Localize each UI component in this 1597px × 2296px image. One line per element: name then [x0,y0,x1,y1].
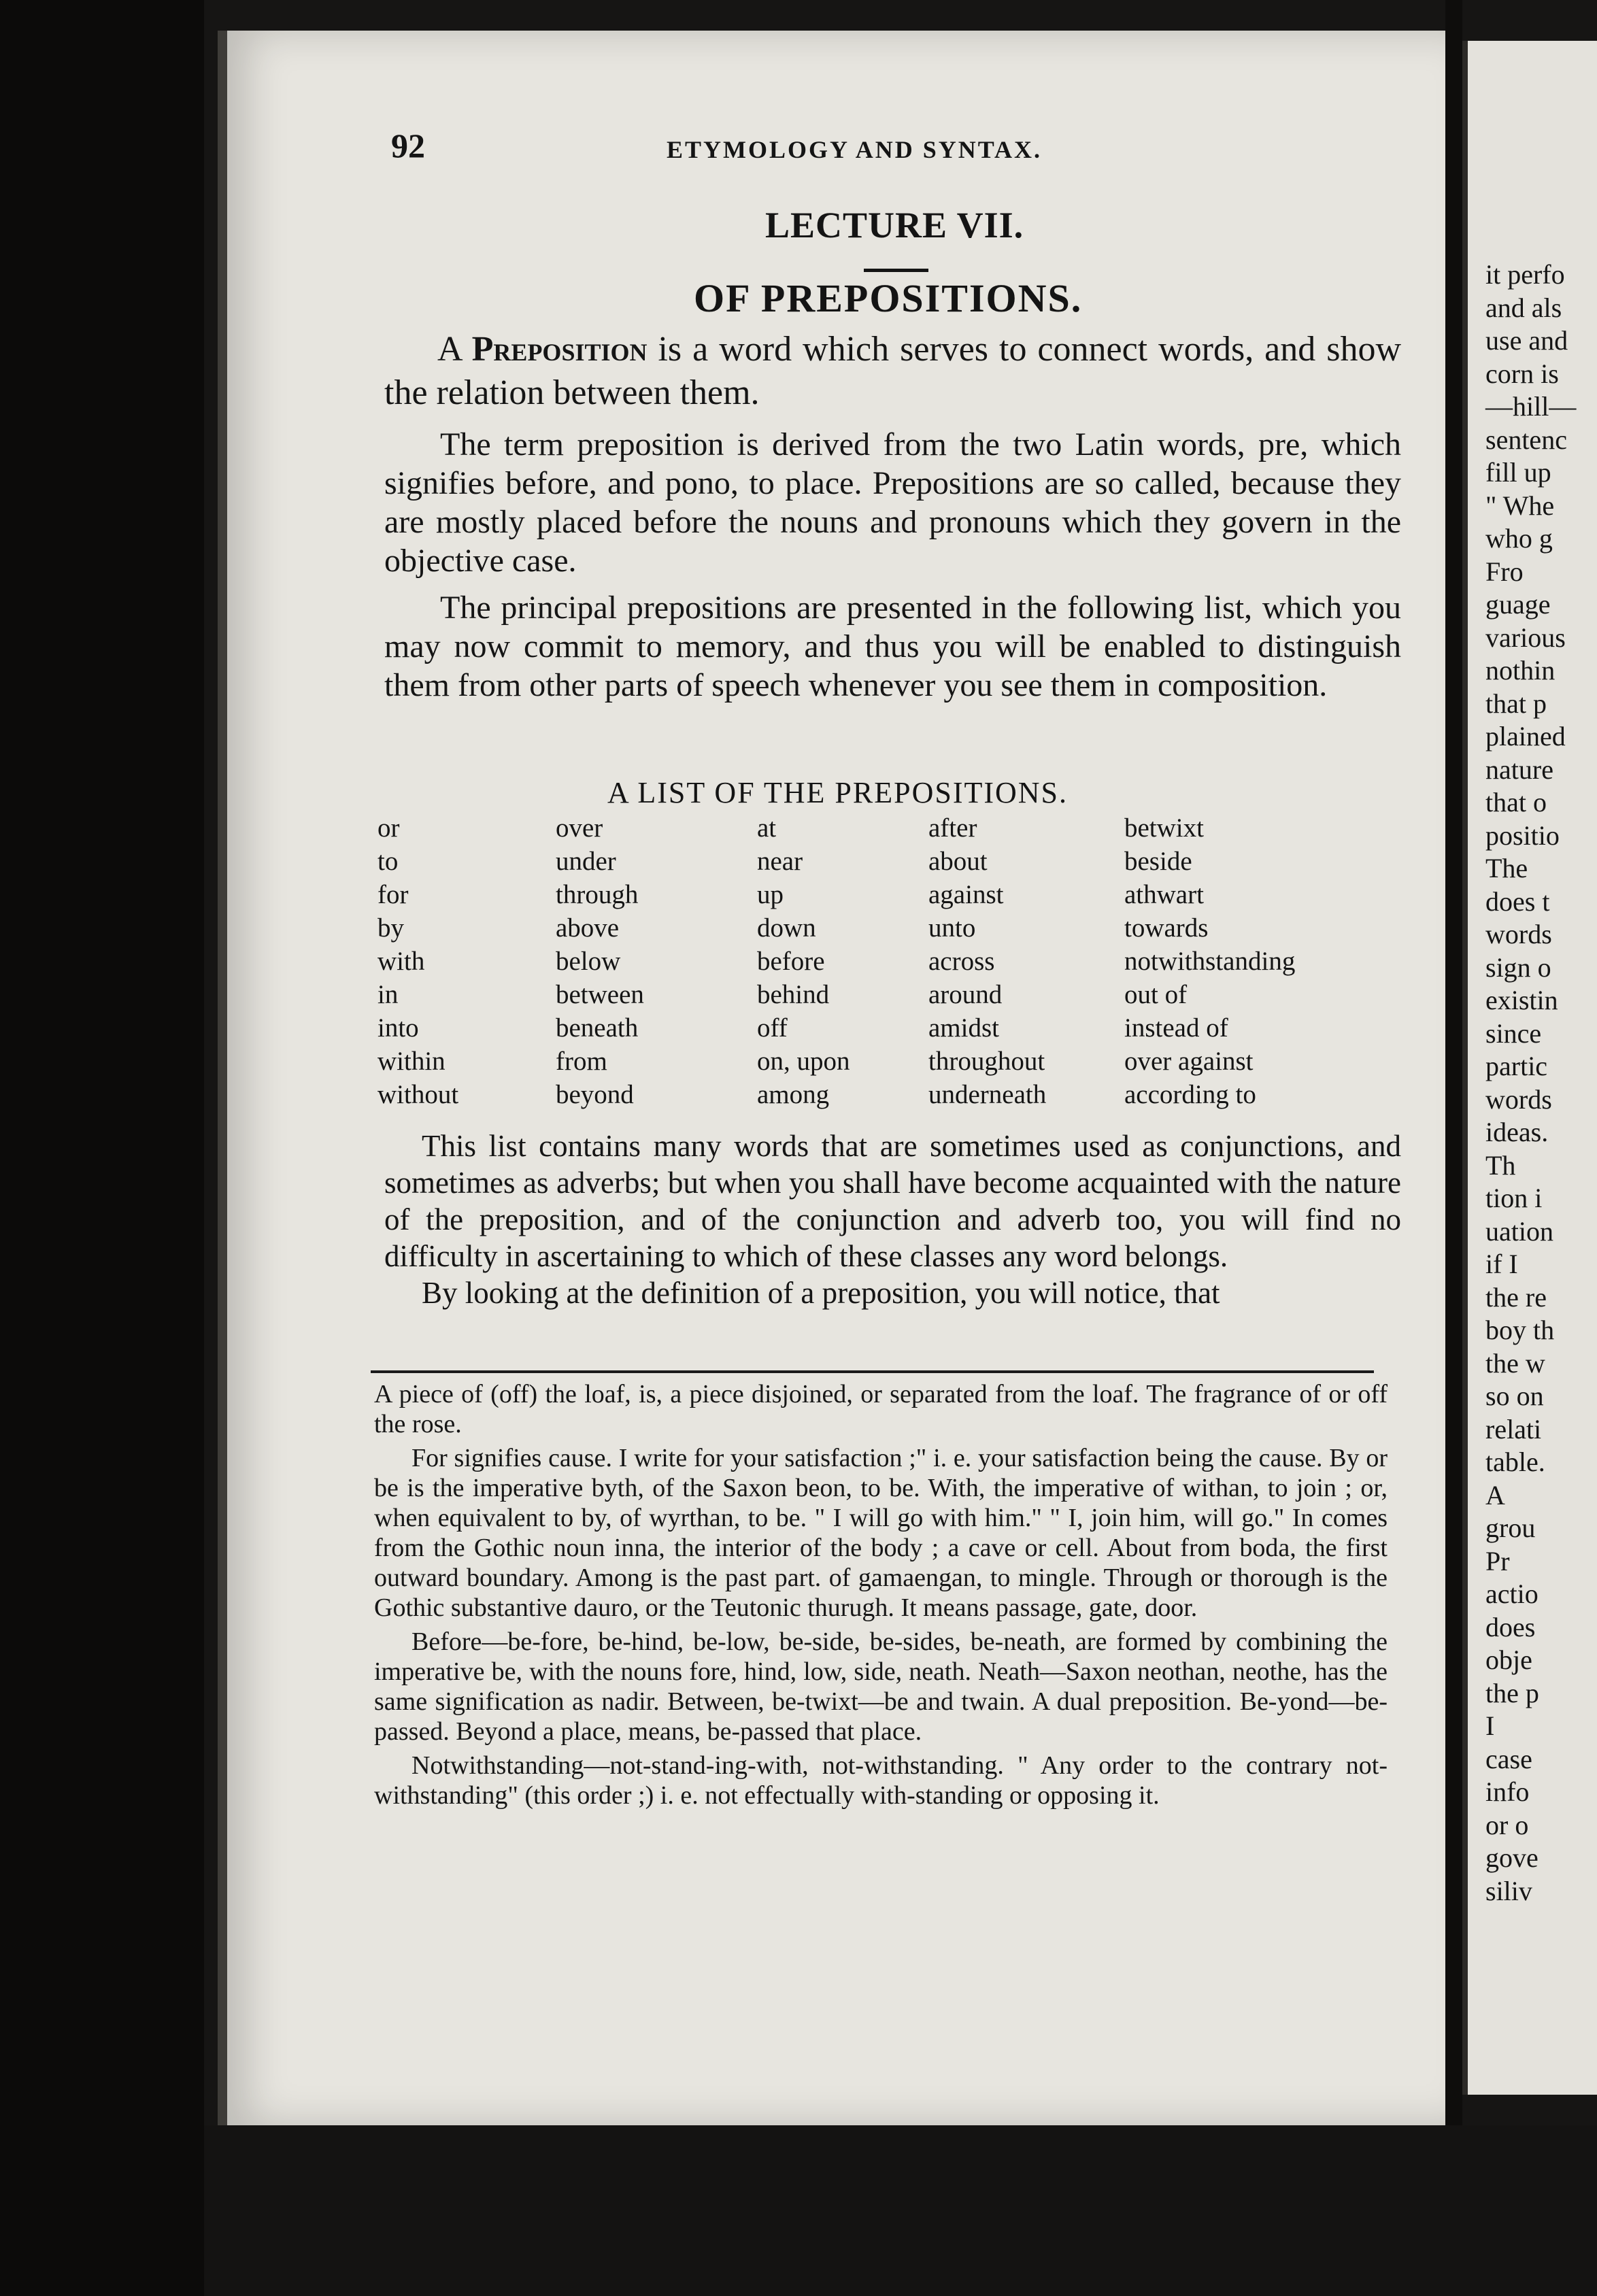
facing-page-line: words [1485,1083,1552,1115]
preposition-item: without [377,1080,459,1109]
paragraph: By looking at the definition of a preposition, you will notice, that [422,1276,1220,1310]
lecture-title: LECTURE VII. [765,205,1024,246]
book-gutter [1445,0,1462,2296]
facing-page-line: Fro [1485,556,1524,587]
facing-page-line: the w [1485,1347,1545,1379]
preposition-item: underneath [928,1080,1047,1109]
page-number: 92 [391,126,425,165]
facing-page-line: various [1485,622,1566,653]
facing-page-line: ideas. [1485,1117,1549,1147]
definition-lead: A [437,330,461,369]
facing-page-line: the p [1485,1677,1539,1708]
preposition-item: between [556,980,644,1009]
intro-paragraphs [384,425,1401,705]
preposition-item: at [757,813,777,843]
facing-page [1462,41,1597,2095]
facing-page-line: that p [1485,688,1547,719]
facing-page-line: who g [1485,523,1553,554]
preposition-item: beyond [556,1080,634,1109]
facing-page-line: the re [1485,1281,1547,1313]
closing-paragraphs [384,1128,1401,1311]
preposition-item: off [757,1013,788,1043]
facing-page-line: if I [1485,1249,1518,1279]
preposition-item: according to [1124,1080,1256,1109]
preposition-item: instead of [1124,1013,1228,1043]
facing-page-line: —hill— [1485,391,1577,422]
facing-page-line: obje [1485,1644,1532,1675]
facing-page-line: existin [1485,985,1558,1015]
preposition-item: towards [1124,913,1209,943]
facing-page-line: I [1485,1710,1495,1741]
preposition-item: beside [1124,847,1192,876]
prepositions-column [1124,811,1295,1111]
preposition-item: notwithstanding [1124,947,1296,976]
facing-page-line: gove [1485,1842,1539,1873]
page-header [391,126,1398,173]
preposition-item: before [757,947,825,976]
facing-page-line: sign o [1485,951,1551,983]
preposition-item: behind [757,980,830,1009]
footnotes [374,1379,1388,1814]
preposition-item: within [377,1047,446,1076]
chapter-title: OF PREPOSITIONS. [694,276,1083,320]
preposition-item: to [377,847,399,876]
preposition-item: over [556,813,603,843]
preposition-item: around [928,980,1003,1009]
title-divider [864,269,928,272]
footnote: For signifies cause. I write for your satisfaction ;" i. e. your satisfaction being the cause. By or be is the imperative byth, of the Saxon beon, to be. With, the imperative of withan, to join ; or, when equivalent to by, of wyrthan, to be. " I will go with him." " I, join him, will go." In comes from the Gothic noun inna, the interior of the body ; a cave or cell. About from boda, the first outward boundary. Among is the past part. of gamaengan, to mingle. Through or thorough is the Gothic substantive dauro, or the Teutonic thurugh. It means passage, gate, door. [374,1444,1388,1622]
facing-page-line: so on [1485,1381,1544,1411]
prepositions-list [377,811,1411,1124]
facing-page-line: boy th [1485,1315,1555,1345]
facing-page-line: Pr [1485,1545,1510,1576]
preposition-item: from [556,1047,607,1076]
paragraph: The principal prepositions are presented in the following list, which you may now commit to memory, and thus you will be enabled to distinguish them from other parts of speech whenever you see them in composition. [384,590,1401,703]
facing-page-line: does [1485,1611,1536,1642]
preposition-item: under [556,847,616,876]
preposition-item: for [377,880,409,909]
footnote: A piece of (off) the loaf, is, a piece disjoined, or separated from the loaf. The fragrance of or off the rose. [374,1380,1388,1438]
preposition-item: near [757,847,803,876]
facing-page-line: corn is [1485,358,1559,389]
facing-page-line: does t [1485,885,1550,917]
preposition-item: over against [1124,1047,1254,1076]
facing-page-line: table. [1485,1447,1545,1477]
definition-paragraph [384,328,1401,415]
facing-page-line: actio [1485,1578,1539,1609]
facing-page-line: The [1485,853,1528,883]
facing-page-line: A [1485,1479,1505,1510]
facing-page-line: plained [1485,721,1566,752]
preposition-item: down [757,913,816,943]
paragraph: The term preposition is derived from the two Latin words, pre, which signifies before, and pono, to place. Prepositions are so called, because they are mostly placed before the nouns and pronouns which they govern in the objective case. [384,426,1401,579]
facing-page-line: use and [1485,325,1568,356]
preposition-item: across [928,947,995,976]
preposition-item: betwixt [1124,813,1204,843]
preposition-item: in [377,980,399,1009]
preposition-item: with [377,947,425,976]
facing-page-line: words [1485,919,1552,949]
facing-page-line: nothin [1485,655,1556,686]
list-title: A LIST OF THE PREPOSITIONS. [607,776,1069,809]
preposition-item: against [928,880,1004,909]
prepositions-column [757,811,850,1111]
facing-page-line: sentenc [1485,424,1567,455]
preposition-item: by [377,913,404,943]
facing-page-line: tion i [1485,1183,1543,1213]
definition-term: Preposition [471,330,648,369]
scan-dark-edge [0,0,204,2296]
preposition-item: beneath [556,1013,639,1043]
footnote: Notwithstanding—not-stand-ing-with, not-withstanding. " Any order to the contrary not-withstanding" (this order ;) i. e. not effectually with-standing or opposing it. [374,1751,1388,1810]
facing-page-line: and als [1485,292,1562,323]
footnote: Before—be-fore, be-hind, be-low, be-side, be-sides, be-neath, are formed by combining the imperative be, with the nouns fore, hind, low, side, neath. Neath—Saxon neothan, neothe, has the same signification as nadir. Between, be-twixt—be and twain. A dual preposition. Be-yond—be-passed. Beyond a place, means, be-passed that place. [374,1627,1388,1746]
facing-page-line: positio [1485,820,1560,851]
facing-page-line: " Whe [1485,490,1555,521]
facing-page-line: info [1485,1776,1530,1807]
facing-page-line: grou [1485,1513,1536,1543]
facing-page-line: since [1485,1017,1542,1049]
paragraph: This list contains many words that are sometimes used as conjunctions, and sometimes as adverbs; but when you shall have become acquainted with the nature of the preposition, and of the conjunction and adverb too, you will find no difficulty in ascertaining to which of these classes any word belongs. [384,1129,1401,1273]
scan-bottom-edge [204,2125,1597,2296]
facing-page-line: partic [1485,1051,1548,1081]
facing-page-line: or o [1485,1809,1529,1840]
preposition-item: athwart [1124,880,1204,909]
preposition-item: above [556,913,620,943]
facing-page-line: Th [1485,1149,1516,1181]
preposition-item: throughout [928,1047,1045,1076]
preposition-item: up [757,880,784,909]
facing-page-line: siliv [1485,1875,1532,1906]
prepositions-column [556,811,644,1111]
preposition-item: or [377,813,400,843]
facing-page-line: uation [1485,1215,1553,1247]
preposition-item: about [928,847,988,876]
definition-rest: is a word which serves to connect words, and show the relation between them. [384,330,1402,412]
facing-page-line: relati [1485,1413,1542,1445]
preposition-item: on, upon [757,1047,850,1076]
preposition-item: through [556,880,639,909]
facing-page-line: that o [1485,787,1547,817]
preposition-item: among [757,1080,830,1109]
preposition-item: unto [928,913,976,943]
preposition-item: below [556,947,621,976]
prepositions-column [377,811,458,1111]
footnote-rule [371,1370,1374,1373]
facing-page-text [1485,258,1576,1908]
prepositions-column [928,811,1046,1111]
preposition-item: out of [1124,980,1188,1009]
facing-page-line: case [1485,1743,1532,1774]
preposition-item: after [928,813,977,843]
facing-page-line: guage [1485,589,1551,620]
preposition-item: into [377,1013,419,1043]
running-head: ETYMOLOGY AND SYNTAX. [667,136,1043,163]
facing-page-line: fill up [1485,457,1551,488]
preposition-item: amidst [928,1013,999,1043]
facing-page-line: it perfo [1485,259,1565,290]
facing-page-line: nature [1485,754,1553,785]
